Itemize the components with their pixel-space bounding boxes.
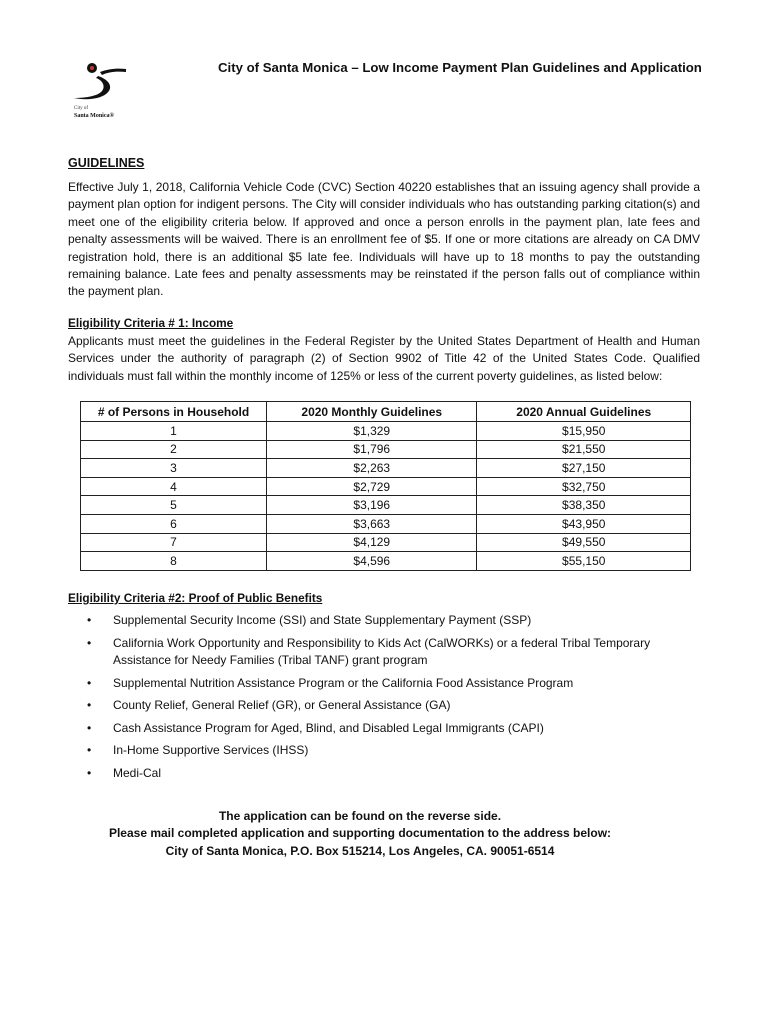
footer-line-mail-instructions: Please mail completed application and supporting documentation to the address below: (108, 826, 612, 841)
page-title: City of Santa Monica – Low Income Payment Plan Guidelines and Application (218, 60, 702, 75)
monthly-cell: $1,329 (267, 422, 477, 441)
annual-cell: $38,350 (477, 496, 691, 515)
criteria2-heading: Eligibility Criteria #2: Proof of Public Benefits (68, 591, 323, 605)
bullet-icon: • (87, 675, 92, 690)
table-row (81, 422, 691, 441)
list-item-text: California Work Opportunity and Responsibility to Kids Act (CalWORKs) or a federal Tribal Temporary Assistance for Needy Families (Tribal TANF) grant program (113, 635, 651, 667)
annual-cell: $27,150 (477, 459, 691, 478)
guidelines-text: Effective July 1, 2018, California Vehicle Code (CVC) Section 40220 establishes that an issuing agency shall provide a payment plan option for indigent persons. The City will consider individuals who has outstanding parking citation(s) and meet one of the eligibility criteria below. If approved and once a person enrolls in the payment plan, late fees and penalty assessments will be waived. There is an enrollment fee of $5. If one or more citations are already on CA DMV registration hold, there is an additional $5 late fee. Individuals will have up to 18 months to pay the outstanding remaining balance. Late fees and penalty assessments may be reinstated if the person falls out of compliance within the payment plan. (68, 180, 700, 299)
list-item (68, 612, 700, 629)
bullet-icon: • (87, 743, 92, 758)
criteria1-text: Applicants must meet the guidelines in the Federal Register by the United States Department of Health and Human Services under the authority of paragraph (2) of Section 9902 of Title 42 of the United States Code. Qualified individuals must fall within the monthly income of 125% or less of the current poverty guidelines, as listed below: (68, 334, 700, 383)
footer-line-address: City of Santa Monica, P.O. Box 515214, Los Angeles, CA. 90051-6514 (165, 843, 555, 858)
bullet-icon: • (87, 765, 92, 780)
monthly-cell: $3,196 (267, 496, 477, 515)
table-row (81, 496, 691, 515)
column-header-persons: # of Persons in Household (81, 402, 267, 422)
list-item-text: Supplemental Nutrition Assistance Program or the California Food Assistance Program (113, 675, 574, 690)
bullet-icon: • (87, 698, 92, 713)
table-row (81, 533, 691, 552)
list-item (68, 742, 700, 759)
annual-cell: $49,550 (477, 533, 691, 552)
logo-city-of: City of (74, 106, 89, 111)
list-item-text: Medi-Cal (113, 765, 162, 780)
income-guidelines-table (80, 401, 691, 571)
monthly-cell: $2,729 (267, 477, 477, 496)
persons-cell: 4 (81, 477, 267, 496)
list-item-text: In-Home Supportive Services (IHSS) (113, 743, 309, 758)
guidelines-heading: GUIDELINES (68, 156, 145, 170)
persons-cell: 7 (81, 533, 267, 552)
monthly-cell: $2,263 (267, 459, 477, 478)
monthly-cell: $4,129 (267, 533, 477, 552)
persons-cell: 2 (81, 440, 267, 459)
annual-cell: $43,950 (477, 514, 691, 533)
column-header-annual: 2020 Annual Guidelines (477, 402, 691, 422)
list-item (68, 635, 700, 670)
list-item (68, 720, 700, 737)
table-row (81, 459, 691, 478)
list-item (68, 675, 700, 692)
bullet-icon: • (87, 720, 92, 735)
criteria1-heading: Eligibility Criteria # 1: Income (68, 316, 234, 330)
annual-cell: $15,950 (477, 422, 691, 441)
list-item-text: Cash Assistance Program for Aged, Blind, and Disabled Legal Immigrants (CAPI) (113, 720, 544, 735)
bullet-icon: • (87, 613, 92, 627)
logo-santa-monica: Santa Monica® (74, 113, 114, 119)
benefits-list (68, 612, 700, 788)
list-item-text: Supplemental Security Income (SSI) and State Supplementary Payment (SSP) (113, 613, 532, 627)
monthly-cell: $4,596 (267, 552, 477, 571)
bullet-icon: • (87, 635, 92, 650)
mailing-instructions (0, 808, 720, 860)
monthly-cell: $1,796 (267, 440, 477, 459)
annual-cell: $55,150 (477, 552, 691, 571)
persons-cell: 5 (81, 496, 267, 515)
monthly-cell: $3,663 (267, 514, 477, 533)
column-header-monthly: 2020 Monthly Guidelines (267, 402, 477, 422)
table-row (81, 514, 691, 533)
annual-cell: $21,550 (477, 440, 691, 459)
list-item-text: County Relief, General Relief (GR), or General Assistance (GA) (113, 698, 451, 713)
persons-cell: 3 (81, 459, 267, 478)
annual-cell: $32,750 (477, 477, 691, 496)
santa-monica-logo-icon (70, 58, 130, 106)
persons-cell: 6 (81, 514, 267, 533)
footer-line-reverse-side: The application can be found on the reverse side. (218, 809, 502, 823)
city-logo (70, 58, 140, 122)
list-item (68, 765, 700, 782)
table-header-row (81, 402, 691, 422)
table-row (81, 477, 691, 496)
persons-cell: 1 (81, 422, 267, 441)
list-item (68, 697, 700, 714)
table-row (81, 552, 691, 571)
persons-cell: 8 (81, 552, 267, 571)
table-row (81, 440, 691, 459)
